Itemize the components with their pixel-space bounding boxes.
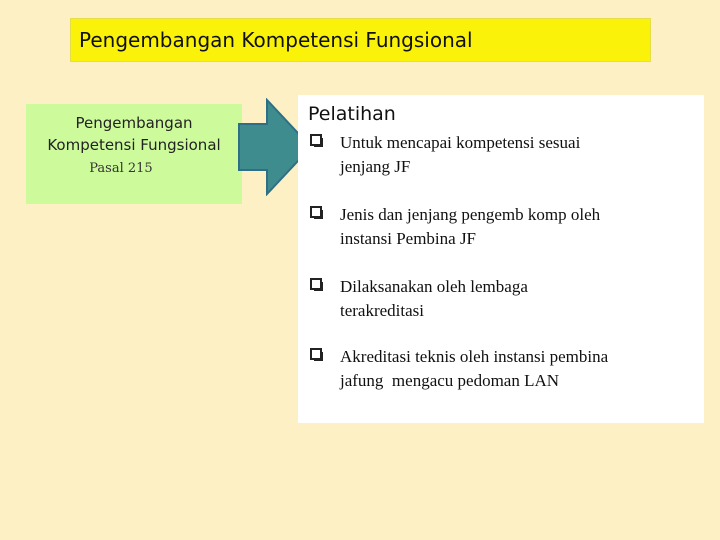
hollow-square-bullet-icon [310,348,324,362]
topic-line-1: Pengembangan [75,114,193,132]
list-item-line: terakreditasi [340,301,425,320]
topic-box [26,104,242,204]
content-heading: Pelatihan [308,103,396,125]
list-item-text [340,131,690,179]
list-item-text [340,345,690,393]
list-item-line: jafung mengacu pedoman LAN [340,371,560,390]
list-item-line: instansi Pembina JF [340,229,477,248]
list-item-line: jenjang JF [340,157,411,176]
list-item-line: Dilaksanakan oleh lembaga [340,277,528,296]
content-panel [298,95,704,423]
list-item-text [340,275,690,323]
list-item-line: Untuk mencapai kompetensi sesuai [340,133,581,152]
list-item-line: Jenis dan jenjang pengemb komp oleh [340,205,601,224]
hollow-square-bullet-icon [310,134,324,148]
list-item-text [340,203,690,251]
slide-title-box [70,18,651,62]
hollow-square-bullet-icon [310,206,324,220]
slide-title: Pengembangan Kompetensi Fungsional [79,28,473,52]
topic-reference: Pasal 215 [89,161,153,176]
list-item-line: Akreditasi teknis oleh instansi pembina [340,347,609,366]
hollow-square-bullet-icon [310,278,324,292]
topic-line-2: Kompetensi Fungsional [47,136,221,154]
